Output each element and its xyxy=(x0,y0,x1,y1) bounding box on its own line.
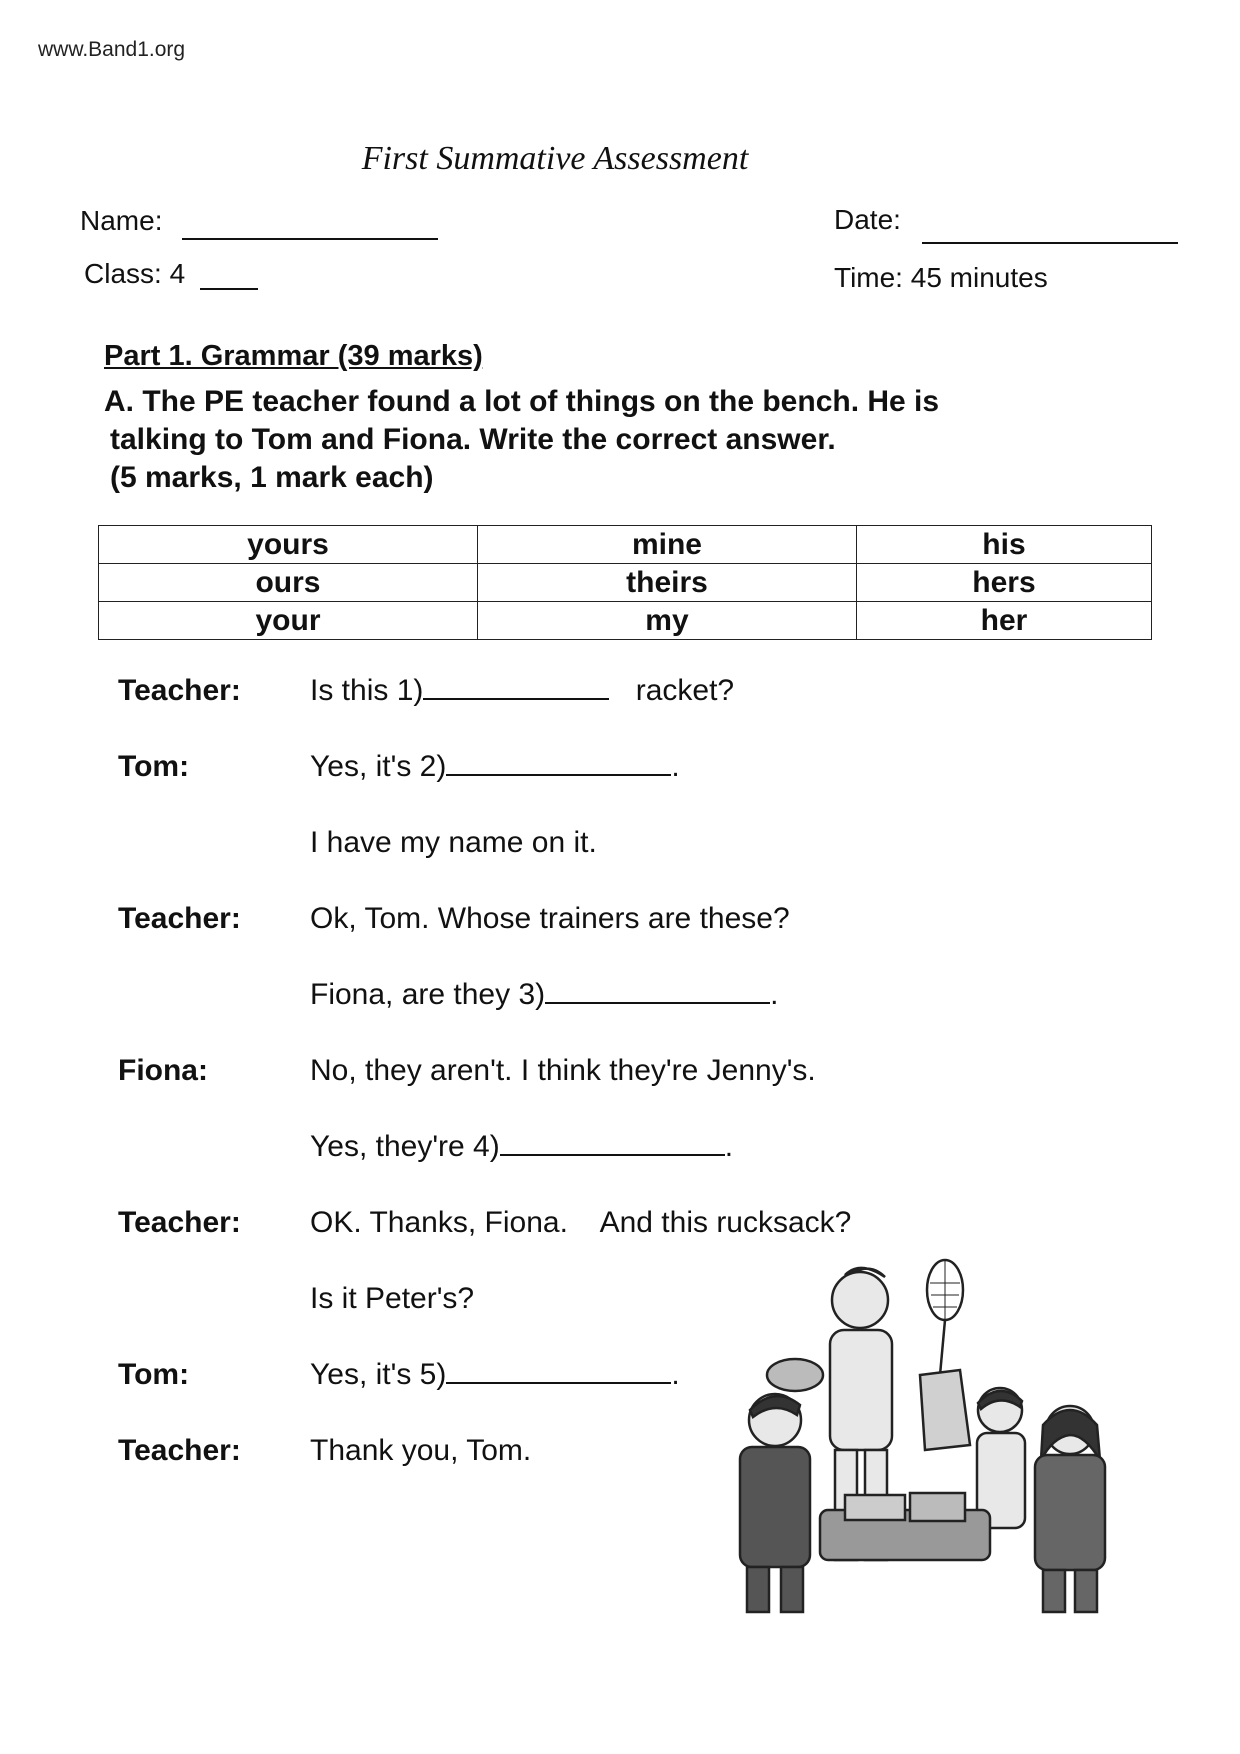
speaker-tom: Tom: xyxy=(118,1358,190,1391)
name-label: Name: xyxy=(80,205,163,236)
answer-blank-2[interactable] xyxy=(446,750,671,776)
dialogue-text: Is this 1) xyxy=(310,674,424,707)
dialogue-line-11: Thank you, Tom. xyxy=(310,1434,532,1467)
word-cell: theirs xyxy=(477,564,856,602)
time-label-text: Time: xyxy=(834,262,903,293)
site-url: www.Band1.org xyxy=(38,38,186,61)
dialogue-line-2 xyxy=(310,750,680,784)
dialogue-line-7 xyxy=(310,1130,733,1164)
word-cell: her xyxy=(856,602,1151,640)
time-label xyxy=(834,262,1048,294)
speaker-fiona: Fiona: xyxy=(118,1054,208,1087)
dialogue-text: racket? xyxy=(635,674,735,707)
word-cell: mine xyxy=(477,526,856,564)
dialogue-text: Fiona, are they 3) xyxy=(310,978,546,1011)
dialogue-text: Yes, it's 2) xyxy=(310,750,447,783)
word-cell: your xyxy=(99,602,478,640)
speaker-teacher: Teacher: xyxy=(118,1434,241,1467)
speaker-teacher: Teacher: xyxy=(118,1206,241,1239)
word-cell: yours xyxy=(99,526,478,564)
date-field[interactable] xyxy=(922,242,1178,244)
dialogue-text: . xyxy=(770,978,779,1011)
table-row xyxy=(99,564,1152,602)
answer-blank-1[interactable] xyxy=(423,674,609,700)
dialogue-line-3: I have my name on it. xyxy=(310,826,597,859)
class-label: Class: 4 xyxy=(84,258,186,289)
dialogue-text: Yes, it's 5) xyxy=(310,1358,447,1391)
time-value: 45 minutes xyxy=(910,262,1048,293)
word-cell: ours xyxy=(99,564,478,602)
dialogue-line-9: Is it Peter's? xyxy=(310,1282,475,1315)
instruction-line-3: (5 marks, 1 mark each) xyxy=(110,461,434,494)
page-title: First Summative Assessment xyxy=(361,140,749,177)
dialogue-line-5 xyxy=(310,978,778,1012)
table-row xyxy=(99,602,1152,640)
answer-blank-3[interactable] xyxy=(545,978,770,1004)
name-field[interactable] xyxy=(182,238,438,240)
word-bank-table xyxy=(98,525,1152,640)
dialogue-text: . xyxy=(724,1130,734,1163)
section-instructions xyxy=(104,383,1124,497)
speaker-tom: Tom: xyxy=(118,750,190,783)
word-cell: his xyxy=(856,526,1151,564)
speaker-teacher: Teacher: xyxy=(118,674,241,707)
dialogue-text: . xyxy=(671,1358,680,1391)
dialogue-line-6: No, they aren't. I think they're Jenny's. xyxy=(310,1054,816,1087)
word-cell: hers xyxy=(856,564,1151,602)
answer-blank-4[interactable] xyxy=(500,1130,725,1156)
dialogue-line-4: Ok, Tom. Whose trainers are these? xyxy=(310,902,790,935)
date-label: Date: xyxy=(834,204,901,235)
dialogue-line-10 xyxy=(310,1358,680,1392)
dialogue-text: . xyxy=(671,750,680,783)
instruction-line-2: talking to Tom and Fiona. Write the correct answer. xyxy=(110,423,836,456)
dialogue-line-8: OK. Thanks, Fiona. And this rucksack? xyxy=(310,1206,852,1239)
word-cell: my xyxy=(477,602,856,640)
class-field[interactable] xyxy=(200,288,258,290)
speaker-teacher: Teacher: xyxy=(118,902,241,935)
section-letter: A. xyxy=(104,385,134,418)
table-row xyxy=(99,526,1152,564)
part-heading: Part 1. Grammar (39 marks) xyxy=(104,340,483,372)
dialogue-text: Yes, they're 4) xyxy=(310,1130,500,1163)
pe-teacher-illustration-icon xyxy=(735,1255,1115,1615)
answer-blank-5[interactable] xyxy=(446,1358,671,1384)
dialogue-line-1 xyxy=(310,674,734,708)
instruction-line-1: The PE teacher found a lot of things on the bench. He is xyxy=(142,385,940,418)
